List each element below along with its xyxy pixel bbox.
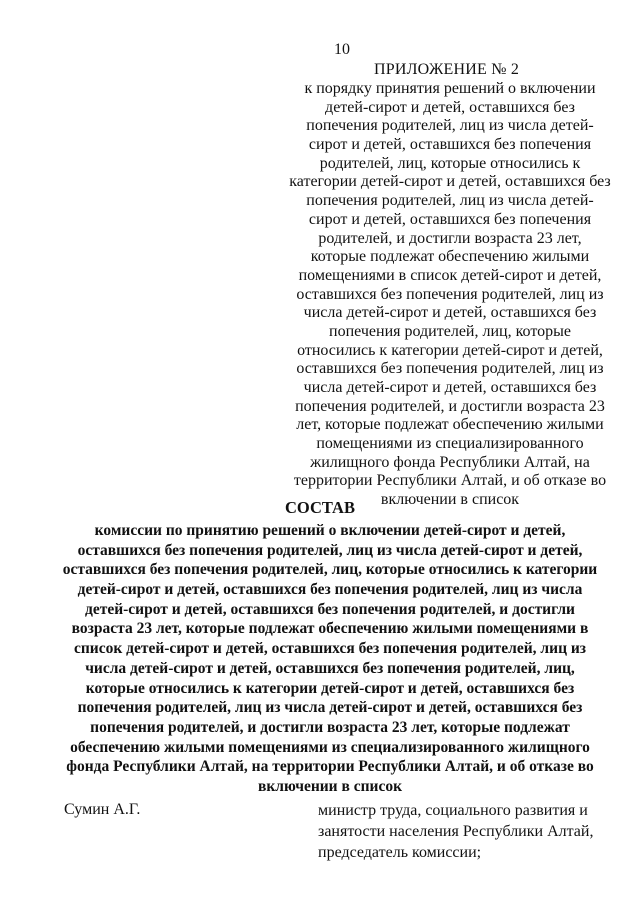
appendix-subtitle-line: числа детей-сирот и детей, оставшихся без: [303, 379, 597, 396]
member-position-line: председатель комиссии;: [318, 844, 482, 861]
appendix-subtitle-line: сирот и детей, оставшихся без попечения: [308, 210, 592, 228]
appendix-subtitle-line: оставшихся без попечения родителей, лиц из: [296, 360, 604, 378]
commission-description-line: числа детей-сирот и детей, оставшихся без попечения родителей, лиц,: [85, 659, 575, 677]
appendix-subtitle-line: категории детей-сирот и детей, оставшихся без: [289, 173, 611, 191]
appendix-subtitle-line: включении в список: [380, 491, 520, 509]
appendix-subtitle-line: числа детей-сирот и детей, оставшихся без: [303, 304, 597, 322]
commission-description-line: фонда Республики Алтай, на территории Республики Алтай, и об отказе во: [66, 758, 594, 776]
appendix-subtitle-line: попечения родителей, лиц из числа детей-: [306, 117, 594, 135]
member-position-line: занятости населения Республики Алтай,: [318, 823, 594, 840]
appendix-subtitle-line: попечения родителей, и достигли возраста 23: [295, 397, 605, 415]
commission-description-line: комиссии по принятию решений о включении детей-сирот и детей,: [94, 522, 566, 539]
appendix-subtitle-line: оставшихся без попечения родителей, лиц из: [296, 285, 604, 303]
member-name: Сумин А.Г.: [64, 801, 141, 818]
section-heading: СОСТАВ: [285, 498, 355, 517]
commission-description-line: обеспечению жилыми помещениями из специализированного жилищного: [70, 738, 590, 756]
appendix-subtitle-line: относились к категории детей-сирот и детей,: [297, 341, 603, 359]
page-number: 10: [334, 41, 350, 58]
appendix-subtitle-line: родителей, и достигли возраста 23 лет,: [318, 229, 582, 247]
appendix-subtitle-line: помещениями в список детей-сирот и детей,: [298, 266, 602, 284]
commission-description-line: попечения родителей, и достигли возраста 23 лет, которые подлежат: [90, 718, 570, 736]
appendix-title: ПРИЛОЖЕНИЕ № 2: [374, 61, 520, 78]
appendix-subtitle-line: лет, которые подлежат обеспечению жилыми: [296, 416, 604, 434]
commission-description-line: которые относились к категории детей-сирот и детей, оставшихся без: [85, 679, 575, 697]
member-position: [318, 800, 593, 863]
appendix-subtitle-line: помещениями из специализированного: [316, 435, 584, 453]
commission-description-line: оставшихся без попечения родителей, лиц из числа детей-сирот и детей,: [77, 541, 583, 559]
commission-description-line: детей-сирот и детей, оставшихся без попечения родителей, и достигли: [84, 600, 575, 618]
appendix-subtitle-line: попечения родителей, лиц, которые: [329, 322, 571, 340]
appendix-subtitle-line: детей-сирот и детей, оставшихся без: [325, 98, 575, 116]
member-position-line: министр труда, социального развития и: [318, 802, 588, 819]
appendix-subtitle-line: попечения родителей, лиц из числа детей-: [306, 192, 594, 210]
appendix-subtitle-line: сирот и детей, оставшихся без попечения: [308, 136, 592, 154]
commission-description-line: возраста 23 лет, которые подлежат обеспечению жилыми помещениями в: [71, 620, 589, 638]
commission-description-line: детей-сирот и детей, оставшихся без попечения родителей, лиц из числа: [77, 581, 583, 599]
appendix-subtitle: [280, 80, 620, 510]
commission-description-line: список детей-сирот и детей, оставшихся без попечения родителей, лиц из: [73, 640, 587, 658]
appendix-subtitle-line: территории Республики Алтай, и об отказе во: [293, 472, 607, 490]
commission-description-line: оставшихся без попечения родителей, лиц, которые относились к категории: [62, 561, 598, 579]
appendix-subtitle-line: к порядку принятия решений о включении: [304, 80, 596, 97]
appendix-subtitle-line: жилищного фонда Республики Алтай, на: [310, 453, 590, 471]
commission-description-line: попечения родителей, лиц из числа детей-сирот и детей, оставшихся без: [77, 699, 583, 717]
commission-description: [40, 521, 620, 797]
appendix-subtitle-line: которые подлежат обеспечению жилыми: [310, 248, 590, 266]
appendix-subtitle-line: родителей, лиц, которые относились к: [319, 154, 581, 172]
commission-description-line: включении в список: [257, 777, 403, 795]
